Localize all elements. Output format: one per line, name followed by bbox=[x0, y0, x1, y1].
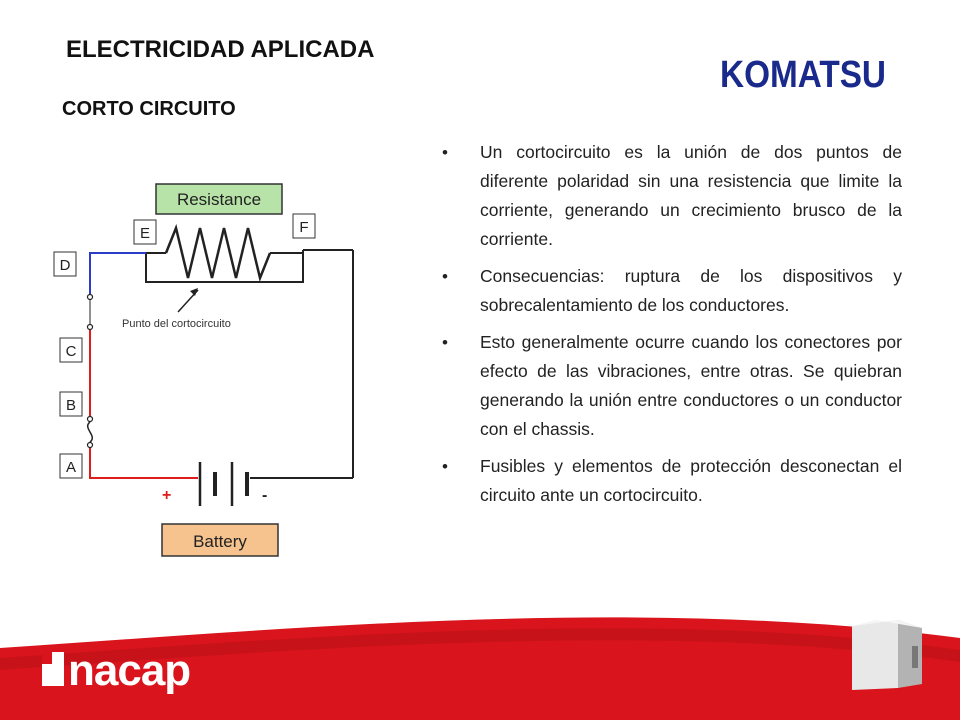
node-label-a: A bbox=[65, 459, 77, 476]
resistor-zigzag bbox=[166, 228, 270, 278]
block-icon-slot bbox=[912, 646, 918, 668]
battery-plus: + bbox=[162, 487, 172, 504]
slide-title: ELECTRICIDAD APLICADA bbox=[66, 36, 375, 63]
wire-blue bbox=[90, 253, 146, 297]
bullet-dot-icon: • bbox=[442, 457, 448, 476]
komatsu-logo-text: KOMATSU bbox=[720, 54, 886, 96]
short-circuit-path bbox=[146, 250, 303, 282]
bullet-text: Un cortocircuito es la unión de dos puntos de diferente polaridad sin una resistencia que limite la corriente, generando un crecimiento brusco de la corriente. bbox=[480, 142, 902, 249]
bullet-text: Consecuencias: ruptura de los dispositivos y sobrecalentamiento de los conductores. bbox=[480, 266, 902, 315]
resistance-label: Resistance bbox=[176, 190, 262, 209]
bullet-text: Esto generalmente ocurre cuando los conectores por efecto de las vibraciones, entre otras. Se quiebran generando la unión entre conductores o un conductor con el chassis. bbox=[480, 332, 902, 439]
bullet-item bbox=[440, 138, 902, 254]
fuse-terminal bbox=[88, 417, 93, 422]
bullet-dot-icon: • bbox=[442, 267, 448, 286]
switch-terminal bbox=[88, 295, 93, 300]
komatsu-logo bbox=[718, 48, 888, 94]
node-label-b: B bbox=[65, 397, 77, 414]
node-label-d: D bbox=[59, 257, 71, 274]
node-label-c: C bbox=[65, 343, 77, 360]
block-icon-front bbox=[852, 620, 898, 690]
bullet-item bbox=[440, 452, 902, 510]
battery-label: Battery bbox=[193, 532, 247, 551]
battery-minus: - bbox=[262, 487, 268, 504]
node-label-e: E bbox=[139, 225, 151, 242]
fuse-terminal bbox=[88, 443, 93, 448]
inacap-mark-notch bbox=[42, 652, 52, 664]
bullet-dot-icon: • bbox=[442, 143, 448, 162]
slide-subtitle: CORTO CIRCUITO bbox=[62, 98, 236, 120]
bullet-text: Fusibles y elementos de protección desconectan el circuito ante un cortocircuito. bbox=[480, 456, 902, 505]
bullet-dot-icon: • bbox=[442, 333, 448, 352]
switch-terminal bbox=[88, 325, 93, 330]
bullet-item bbox=[440, 262, 902, 320]
bullet-list bbox=[440, 138, 902, 518]
bullet-item bbox=[440, 328, 902, 444]
node-label-f: F bbox=[299, 219, 309, 236]
fuse-icon bbox=[88, 422, 93, 442]
short-label: Punto del cortocircuito bbox=[122, 318, 231, 330]
short-circuit-diagram bbox=[40, 170, 370, 570]
inacap-logo: nacap bbox=[68, 646, 191, 695]
block-icon-side bbox=[898, 620, 922, 688]
wire-red-bottom bbox=[90, 448, 198, 478]
